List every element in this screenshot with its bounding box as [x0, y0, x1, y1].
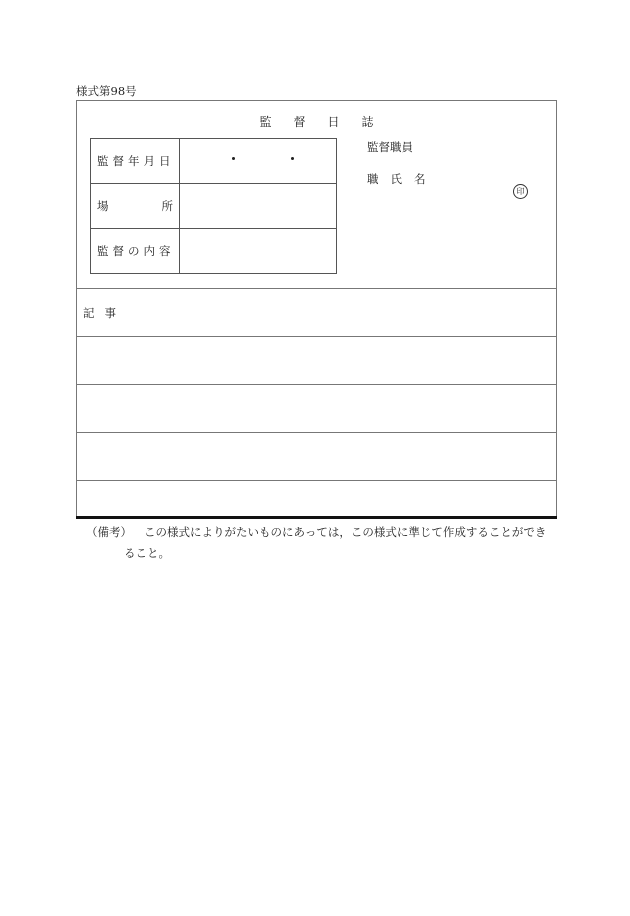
record-label-char: 記: [83, 306, 95, 320]
title-char: 日: [327, 115, 340, 129]
title-char: 誌: [361, 115, 374, 129]
record-line-4[interactable]: [77, 481, 556, 517]
record-label: [83, 305, 126, 321]
table-row-content: [91, 229, 337, 274]
name-label-char: 職: [367, 172, 379, 186]
inspector-label: 監督職員: [367, 140, 413, 154]
record-line-2[interactable]: [77, 385, 556, 432]
date-separator: [291, 157, 294, 160]
frame-bottom-rule: [76, 516, 557, 519]
remarks-text-line1: この様式によりがたいものにあっては，この様式に準じて作成することができ: [144, 525, 547, 539]
document-title: [77, 113, 556, 130]
date-separator: [232, 157, 235, 160]
remarks-heading: （備考）: [86, 525, 132, 539]
date-label: 監督年月日: [91, 139, 180, 184]
content-field[interactable]: [180, 229, 337, 274]
title-char: 督: [293, 115, 306, 129]
divider: [77, 288, 556, 289]
table-row-location: [91, 184, 337, 229]
date-field[interactable]: [180, 139, 337, 184]
record-label-char: 事: [104, 306, 116, 320]
title-char: 監: [259, 115, 272, 129]
name-label-char: 氏: [390, 172, 402, 186]
name-label: [367, 171, 438, 187]
content-label: 監督の内容: [91, 229, 180, 274]
inspection-info-table: [90, 138, 337, 274]
location-field[interactable]: [180, 184, 337, 229]
form-number: 様式第98号: [76, 84, 137, 98]
table-row-date: [91, 139, 337, 184]
location-label-right: 所: [161, 199, 173, 213]
seal-icon: 印: [513, 184, 528, 199]
form-frame: [76, 100, 557, 518]
remarks-text-line2: ること。: [124, 546, 170, 560]
location-label-left: 場: [97, 199, 109, 213]
name-label-char: 名: [414, 172, 426, 186]
record-line-1[interactable]: [77, 337, 556, 384]
remarks-note: [86, 522, 566, 564]
record-line-3[interactable]: [77, 433, 556, 480]
location-label: [91, 184, 180, 229]
